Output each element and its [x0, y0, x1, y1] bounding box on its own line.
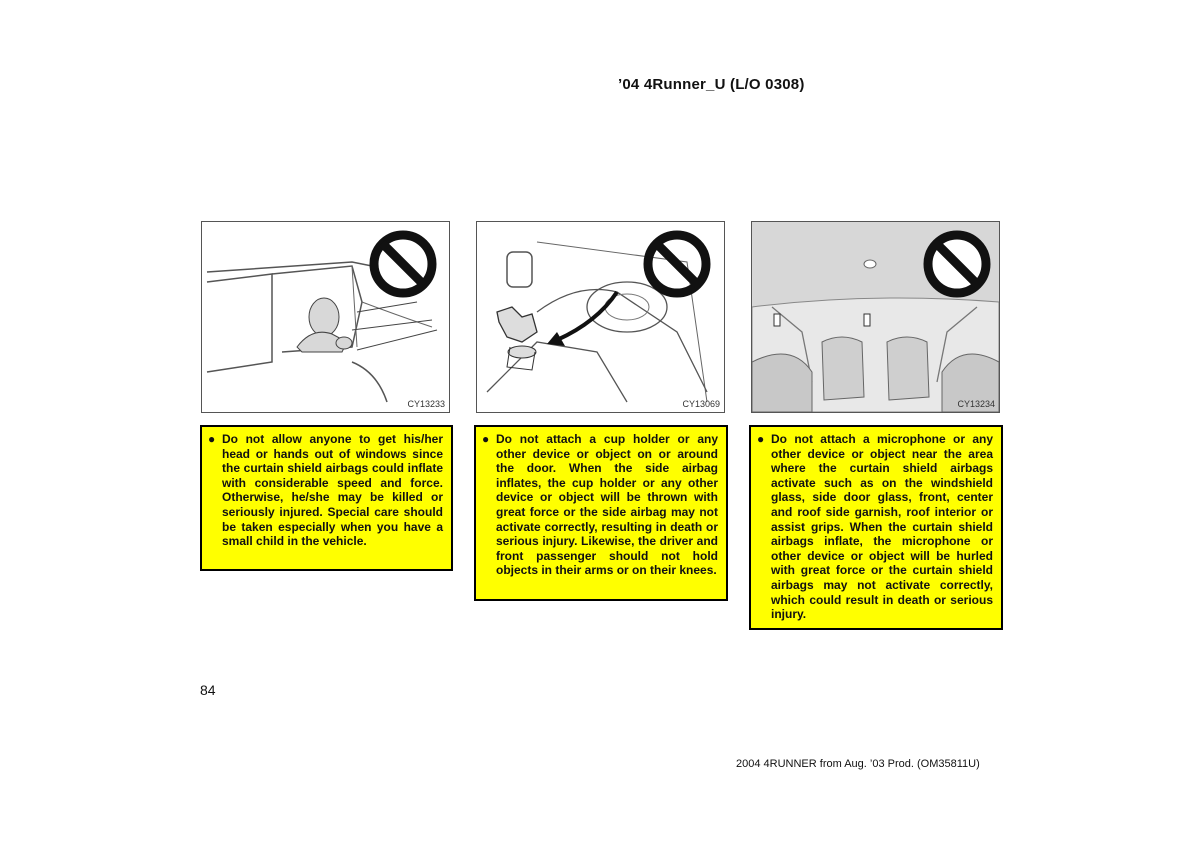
document-header: ’04 4Runner_U (L/O 0308) — [618, 76, 805, 93]
document-footer: 2004 4RUNNER from Aug. ’03 Prod. (OM35811U) — [736, 758, 980, 770]
figure-cup-holder — [476, 221, 725, 413]
figure-child-window — [201, 221, 450, 413]
bullet-icon: ● — [757, 432, 765, 446]
warning-box-windows — [200, 425, 453, 571]
page-number: 84 — [200, 682, 216, 698]
prohibition-icon — [477, 222, 724, 412]
warning-box-microphone — [749, 425, 1003, 630]
warning-box-cup-holder — [474, 425, 728, 601]
figure-code: CY13069 — [682, 399, 720, 409]
warning-text: Do not attach a cup holder or any other device or object on or around the door. When the side airbag inflates, the cup holder or any other device or object will be thrown with great force or the side airbag may not activate correctly, resulting in death or serious injury. Likewise, the driver and front passenger should not hold objects in their arms or on their knees. — [496, 432, 718, 578]
prohibition-icon — [202, 222, 449, 412]
figure-code: CY13233 — [407, 399, 445, 409]
warning-text: Do not allow anyone to get his/her head or hands out of windows since the curtain shield airbags could inflate with considerable speed and force. Otherwise, he/she may be killed or seriously injured. Special care should be taken especially when you have a small child in the vehicle. — [222, 432, 443, 549]
figure-code: CY13234 — [957, 399, 995, 409]
bullet-icon: ● — [482, 432, 490, 446]
bullet-icon: ● — [208, 432, 216, 446]
prohibition-icon — [752, 222, 999, 412]
warning-text: Do not attach a microphone or any other device or object near the area where the curtain shield airbags activate such as on the windshield glass, side door glass, front, center and roof side garnish, roof interior or assist grips. When the curtain shield airbags inflate, the microphone or other device or object will be hurled with great force or the curtain shield airbags may not activate correctly, which could result in death or serious injury. — [771, 432, 993, 622]
figure-interior — [751, 221, 1000, 413]
